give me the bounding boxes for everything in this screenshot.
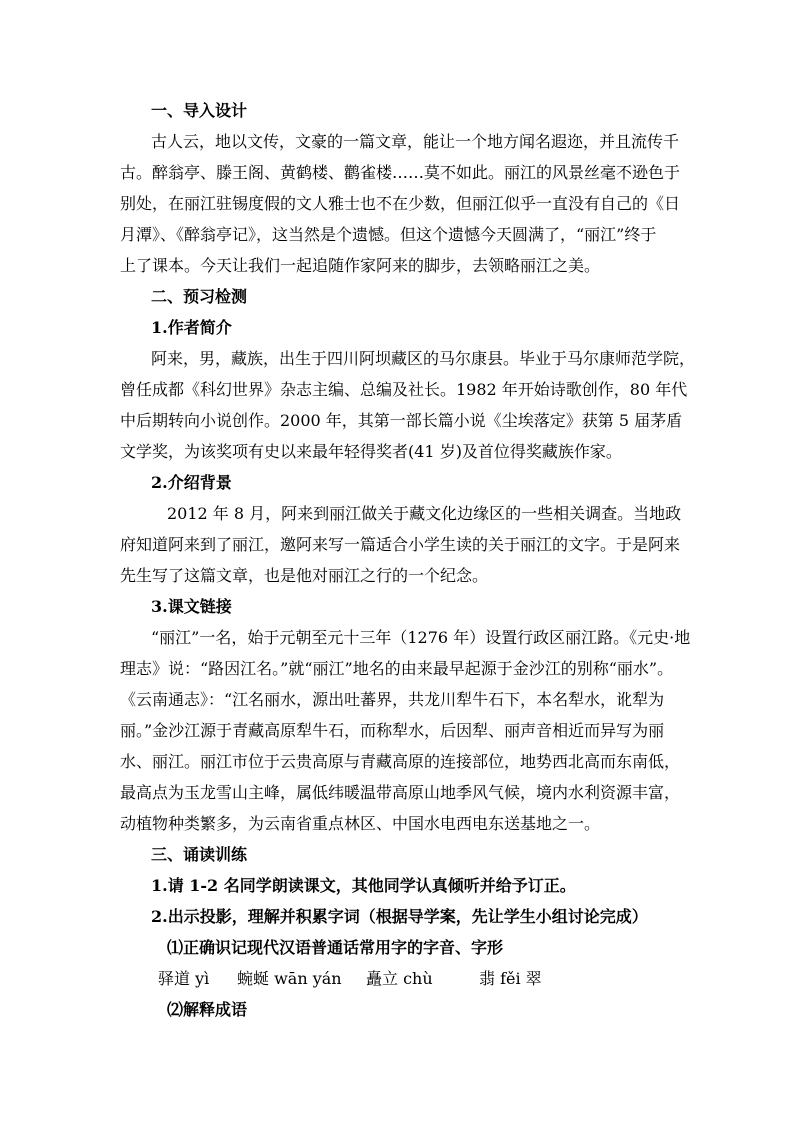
reading-item-2: 2.出示投影，理解并积累字词（根据导学案，先让学生小组讨论完成） [151, 907, 648, 926]
reading-sub-2: ⑵解释成语 [167, 1000, 248, 1019]
background-paragraph [120, 498, 682, 591]
intro-line-4: 月潭》、《醉翁亭记》，这当然是个遗憾。但这个遗憾今天圆满了，“丽江”终于 [120, 225, 657, 244]
text-link-line-1: “丽江”一名，始于元朝至元十三年（1276 年）设置行政区丽江路。《元史·地 [151, 628, 691, 647]
text-link-line-4: 丽。”金沙江源于青藏高原犁牛石，而称犁水，后因犁、丽声音相近而异写为丽 [120, 721, 665, 740]
background-line-2: 府知道阿来到了丽江，邀阿来写一篇适合小学生读的关于丽江的文字。于是阿来 [120, 535, 681, 554]
subheading-background: 2.介绍背景 [151, 473, 232, 492]
text-link-line-5: 水、丽江。丽江市位于云贵高原与青藏高原的连接部位，地势西北高而东南低， [120, 752, 681, 771]
section-heading-preview: 二、预习检测 [151, 287, 248, 306]
author-line-3: 中后期转向小说创作。2000 年，其第一部长篇小说《尘埃落定》获第 5 届茅盾 [120, 411, 683, 430]
author-paragraph [120, 343, 696, 467]
text-link-line-7: 动植物种类繁多，为云南省重点林区、中国水电西电东送基地之一。 [120, 814, 601, 833]
author-line-4: 文学奖，为该奖项有史以来最年轻得奖者(41 岁)及首位得奖藏族作家。 [120, 442, 622, 461]
text-link-line-2: 理志》说：“路因江名。”就“丽江”地名的由来最早起源于金沙江的别称“丽水”。 [120, 659, 674, 678]
author-line-2: 曾任成都《科幻世界》杂志主编、总编及社长。1982 年开始诗歌创作，80 年代 [120, 380, 688, 399]
intro-line-3: 别处，在丽江驻锡度假的文人雅士也不在少数，但丽江似乎一直没有自己的《日 [120, 194, 681, 213]
intro-line-5: 上了课本。今天让我们一起追随作家阿来的脚步，去领略丽江之美。 [120, 256, 601, 275]
vocab-word: 矗立 chù [366, 969, 433, 988]
vocab-word: 驿道 yì [158, 969, 210, 988]
vocab-word: 蜿蜒 wān yán [237, 969, 342, 988]
reading-sub-1: ⑴正确识记现代汉语普通话常用字的字音、字形 [167, 938, 504, 957]
reading-item-1: 1.请 1-2 名同学朗读课文，其他同学认真倾听并给予订正。 [151, 876, 576, 895]
vocab-word: 翡 fěi 翠 [479, 969, 542, 988]
intro-paragraph [120, 126, 679, 281]
text-link-paragraph [120, 622, 691, 839]
background-line-3: 先生写了这篇文章，也是他对丽江之行的一个纪念。 [120, 566, 489, 585]
text-link-line-3: 《云南通志》：“江名丽水，源出吐蕃界，共龙川犁牛石下，本名犁水，讹犁为 [120, 690, 665, 709]
intro-line-2: 古。醉翁亭、滕王阁、黄鹤楼、鹳雀楼……莫不如此。丽江的风景丝毫不逊色于 [120, 163, 681, 182]
subheading-author: 1.作者简介 [151, 318, 232, 337]
subheading-text-link: 3.课文链接 [151, 597, 232, 616]
intro-line-1: 古人云，地以文传，文豪的一篇文章，能让一个地方闻名遐迩，并且流传千 [151, 132, 680, 151]
vocabulary-row [120, 963, 679, 994]
section-heading-reading: 三、诵读训练 [151, 845, 248, 864]
section-heading-intro: 一、导入设计 [151, 101, 248, 120]
text-link-line-6: 最高点为玉龙雪山主峰，属低纬暖温带高原山地季风气候，境内水利资源丰富， [120, 783, 681, 802]
author-line-1: 阿来，男，藏族，出生于四川阿坝藏区的马尔康县。毕业于马尔康师范学院， [151, 349, 696, 368]
background-line-1: 2012 年 8 月，阿来到丽江做关于藏文化边缘区的一些相关调查。当地政 [167, 504, 682, 523]
